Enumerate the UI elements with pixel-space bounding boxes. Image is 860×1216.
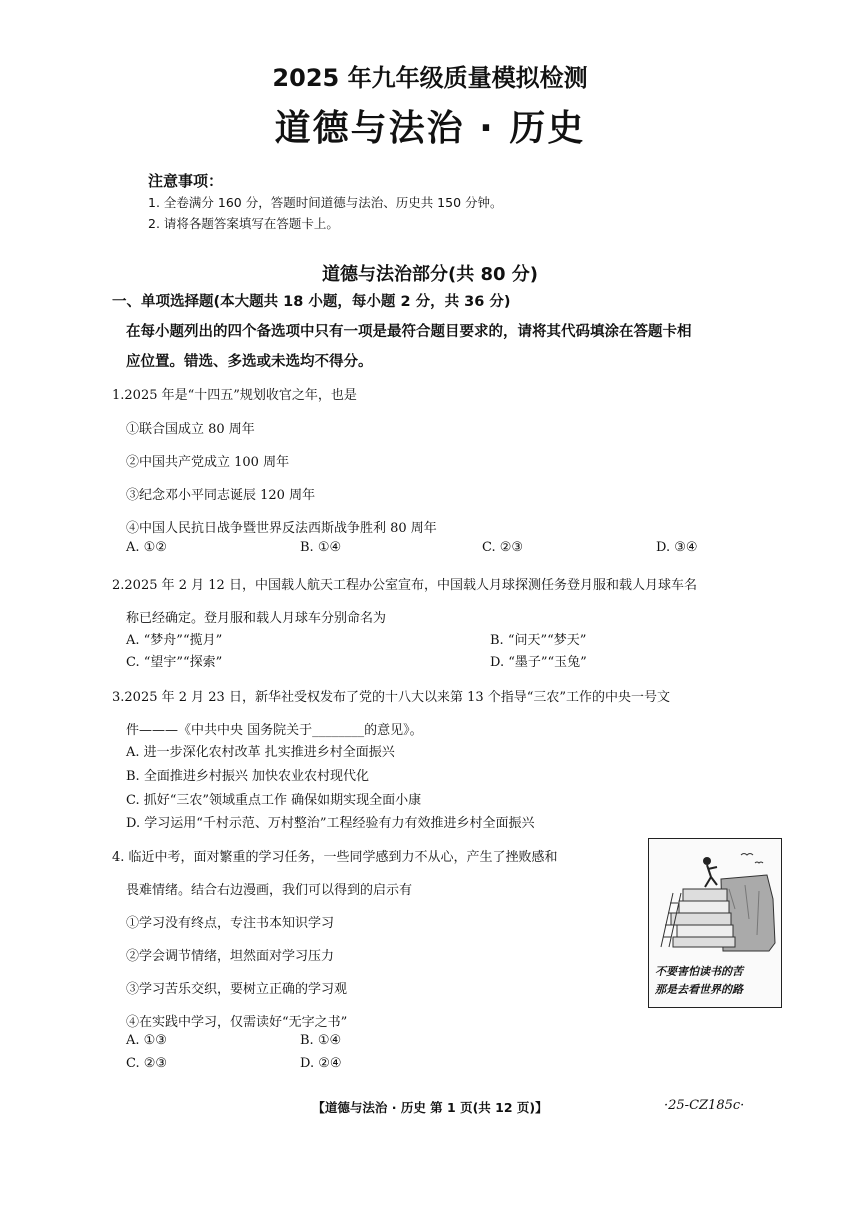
exam-title: 2025 年九年级质量模拟检测 (272, 64, 588, 92)
q4-item-4: ④在实践中学习，仅需读好“无字之书” (126, 1015, 348, 1030)
comic-caption-line-2: 那是去看世界的路 (655, 983, 743, 996)
comic-caption-line-1: 不要害怕读书的苦 (655, 965, 743, 978)
q3-option-b: B. 全面推进乡村振兴 加快农业农村现代化 (126, 769, 369, 784)
q2-option-a: A. “梦舟”“揽月” (126, 633, 223, 648)
q1-item-4: ④中国人民抗日战争暨世界反法西斯战争胜利 80 周年 (126, 521, 437, 536)
q1-option-a: A. ①② (126, 540, 167, 555)
subject-title: 道德与法治 · 历史 (274, 108, 586, 149)
q4-item-2: ②学会调节情绪，坦然面对学习压力 (126, 949, 335, 964)
q1-option-d: D. ③④ (656, 540, 698, 555)
comic-illustration (648, 838, 782, 1008)
q1-item-3: ③纪念邓小平同志诞辰 120 周年 (126, 488, 316, 503)
page-footer: 【道德与法治 · 历史 第 1 页(共 12 页)】 (312, 1100, 548, 1115)
q4-item-1: ①学习没有终点，专注书本知识学习 (126, 916, 335, 931)
q3-option-a: A. 进一步深化农村改革 扎实推进乡村全面振兴 (126, 745, 395, 760)
q4-option-b: B. ①④ (300, 1033, 342, 1048)
instructions-line-2: 应位置。错选、多选或未选均不得分。 (126, 354, 373, 370)
notice-item-1: 1. 全卷满分 160 分，答题时间道德与法治、历史共 150 分钟。 (148, 195, 503, 210)
q2-option-b: B. “问天”“梦天” (490, 633, 587, 648)
q3-stem-line-2: 件———《中共中央 国务院关于________的意见》。 (126, 723, 423, 738)
q1-item-1: ①联合国成立 80 周年 (126, 422, 255, 437)
q4-stem-line-2: 畏难情绪。结合右边漫画，我们可以得到的启示有 (126, 883, 413, 898)
section-title: 道德与法治部分(共 80 分) (321, 264, 539, 285)
q4-option-a: A. ①③ (126, 1033, 167, 1048)
q4-item-3: ③学习苦乐交织，要树立正确的学习观 (126, 982, 348, 997)
q3-option-c: C. 抓好“三农”领域重点工作 确保如期实现全面小康 (126, 793, 422, 808)
q2-stem-line-2: 称已经确定。登月服和载人月球车分别命名为 (126, 611, 387, 626)
instructions-line-1: 在每小题列出的四个备选项中只有一项是最符合题目要求的，请将其代码填涂在答题卡相 (126, 324, 692, 340)
notice-item-2: 2. 请将各题答案填写在答题卡上。 (148, 216, 339, 231)
q2-option-c: C. “望宇”“探索” (126, 655, 223, 670)
q1-option-c: C. ②③ (482, 540, 524, 555)
q4-option-c: C. ②③ (126, 1056, 168, 1071)
part-heading: 一、单项选择题(本大题共 18 小题，每小题 2 分，共 36 分) (112, 294, 511, 310)
q2-option-d: D. “墨子”“玉兔” (490, 655, 587, 670)
paper-code: ·25-CZ185c· (664, 1098, 745, 1113)
q3-option-d: D. 学习运用“千村示范、万村整治”工程经验有力有效推进乡村全面振兴 (126, 816, 535, 831)
q2-stem-line-1: 2.2025 年 2 月 12 日，中国载人航天工程办公室宣布，中国载人月球探测任务登月服和载人月球车名 (112, 578, 697, 593)
q4-stem-line-1: 4. 临近中考，面对繁重的学习任务，一些同学感到力不从心，产生了挫败感和 (112, 850, 558, 865)
q4-option-d: D. ②④ (300, 1056, 342, 1071)
q1-stem: 1.2025 年是“十四五”规划收官之年，也是 (112, 388, 357, 403)
q1-item-2: ②中国共产党成立 100 周年 (126, 455, 290, 470)
q3-stem-line-1: 3.2025 年 2 月 23 日，新华社受权发布了党的十八大以来第 13 个指导“三农”工作的中央一号文 (112, 690, 671, 705)
notice-heading: 注意事项： (148, 172, 224, 190)
q1-option-b: B. ①④ (300, 540, 342, 555)
